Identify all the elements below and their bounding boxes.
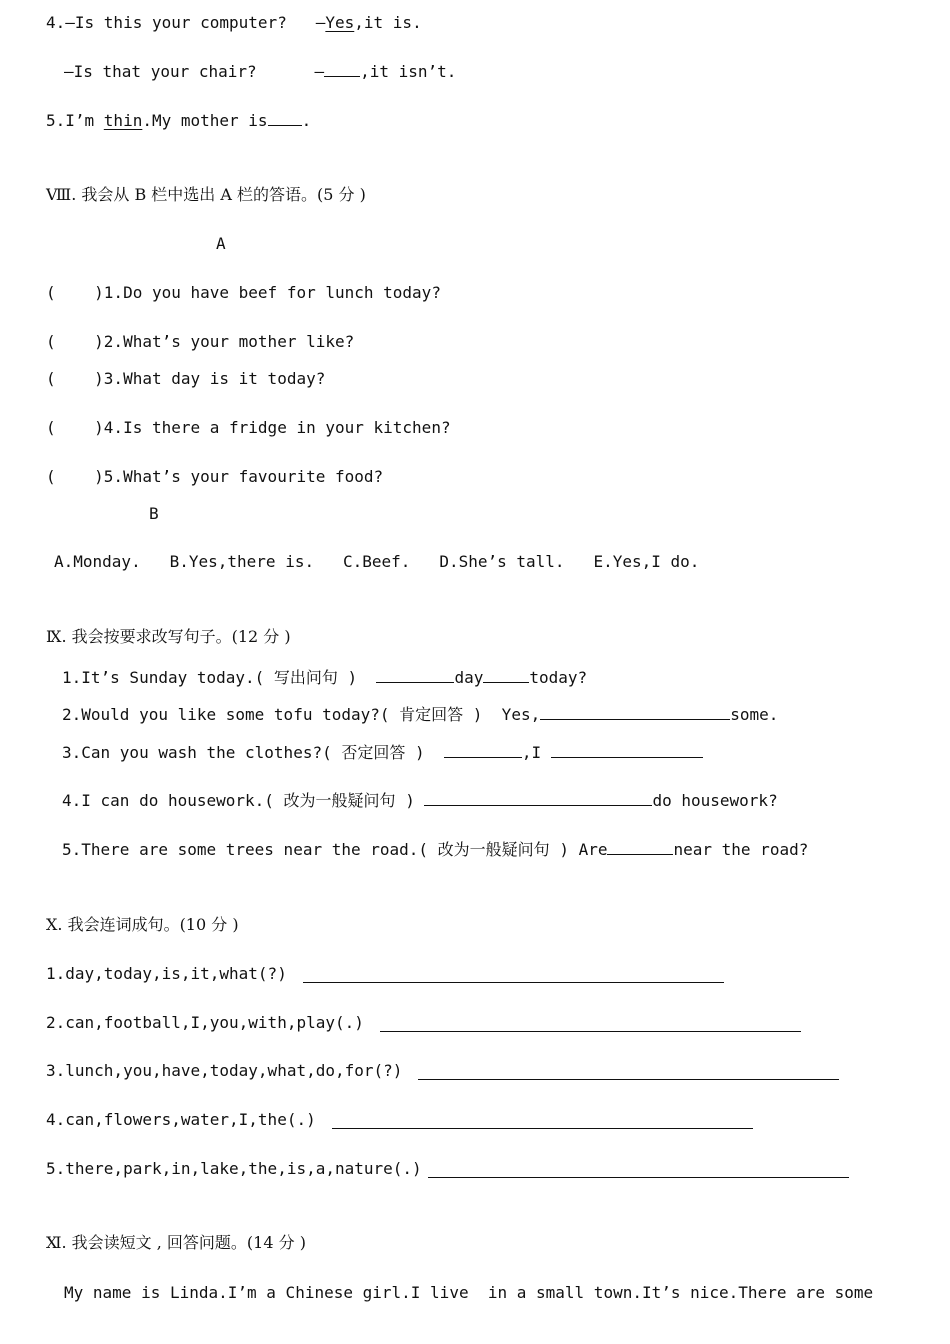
rewrite-3-blank-a[interactable]: [444, 743, 522, 758]
word-order-5-blank[interactable]: [428, 1163, 849, 1178]
rewrite-3-mid: ,I: [521, 743, 551, 762]
q5-underlined-word: thin: [103, 111, 143, 130]
word-order-item-2: 2.can,football,I,you,with,play(.): [46, 1013, 364, 1032]
q4-question-text: 4.—Is this your computer? —: [46, 13, 326, 32]
word-order-2-blank[interactable]: [380, 1017, 801, 1032]
rewrite-item-5: [62, 839, 808, 861]
q5-text: 5.I’m: [46, 111, 104, 130]
q4-answer-rest: ,it is.: [354, 13, 422, 32]
q4-answer-blank[interactable]: [324, 62, 360, 77]
rewrite-2-blank[interactable]: [540, 705, 730, 720]
word-order-4-blank[interactable]: [332, 1114, 753, 1129]
rewrite-1-end: today?: [529, 668, 588, 687]
answer-options: A.Monday. B.Yes,there is. C.Beef. D.She’s tall. E.Yes,I do.: [54, 552, 700, 571]
q5-line: [46, 110, 311, 132]
rewrite-4-text: 4.I can do housework.( 改为一般疑问句 ): [62, 791, 425, 810]
word-order-1-blank[interactable]: [303, 968, 724, 983]
word-order-3-blank[interactable]: [418, 1065, 839, 1080]
word-order-item-3: 3.lunch,you,have,today,what,do,for(?): [46, 1061, 403, 1080]
column-b-label: B: [149, 504, 159, 523]
rewrite-3-text: 3.Can you wash the clothes?( 否定回答 ): [62, 743, 444, 762]
rewrite-1-blank-a[interactable]: [376, 668, 454, 683]
match-item-5: ( )5.What’s your favourite food?: [46, 467, 384, 486]
q4-line2-text: —Is that your chair? —: [64, 62, 325, 81]
q5-answer-blank[interactable]: [268, 111, 302, 126]
rewrite-5-blank[interactable]: [607, 840, 673, 855]
rewrite-1-text: 1.It’s Sunday today.( 写出问句 ): [62, 668, 377, 687]
match-item-1: ( )1.Do you have beef for lunch today?: [46, 283, 441, 302]
rewrite-item-1: [62, 667, 587, 689]
rewrite-5-text: 5.There are some trees near the road.( 改为一般疑问句 ) Are: [62, 840, 608, 859]
rewrite-2-text: 2.Would you like some tofu today?( 肯定回答 ) Yes,: [62, 705, 541, 724]
word-order-item-5: 5.there,park,in,lake,the,is,a,nature(.): [46, 1159, 422, 1178]
match-item-4: ( )4.Is there a fridge in your kitchen?: [46, 418, 451, 437]
q4-line-2: [64, 61, 456, 83]
rewrite-1-mid: day: [454, 668, 484, 687]
rewrite-2-end: some.: [730, 705, 779, 724]
rewrite-3-blank-b[interactable]: [551, 743, 703, 758]
reading-passage: My name is Linda.I’m a Chinese girl.I live in a small town.It’s nice.There are some: [64, 1283, 874, 1302]
rewrite-item-3: [62, 742, 703, 764]
section-9-title: Ⅸ. 我会按要求改写句子。(12 分 ): [46, 627, 291, 646]
section-8-title: Ⅷ. 我会从 B 栏中选出 A 栏的答语。(5 分 ): [46, 185, 366, 204]
rewrite-4-blank[interactable]: [424, 791, 652, 806]
q4-line2-rest: ,it isn’t.: [360, 62, 457, 81]
q4-line-1: [46, 12, 422, 34]
match-item-2: ( )2.What’s your mother like?: [46, 332, 355, 351]
section-10-title: Ⅹ. 我会连词成句。(10 分 ): [46, 915, 239, 934]
rewrite-1-blank-b[interactable]: [483, 668, 529, 683]
rewrite-5-end: near the road?: [673, 840, 809, 859]
q5-text-rest: .My mother is: [142, 111, 268, 130]
q5-period: .: [301, 111, 312, 130]
rewrite-4-end: do housework?: [652, 791, 778, 810]
column-a-label: A: [216, 234, 226, 253]
match-item-3: ( )3.What day is it today?: [46, 369, 326, 388]
rewrite-item-4: [62, 790, 778, 812]
section-11-title: Ⅺ. 我会读短文 , 回答问题。(14 分 ): [46, 1233, 306, 1252]
q4-answer-underlined: Yes: [325, 13, 355, 32]
word-order-item-1: 1.day,today,is,it,what(?): [46, 964, 287, 983]
rewrite-item-2: [62, 704, 778, 726]
word-order-item-4: 4.can,flowers,water,I,the(.): [46, 1110, 316, 1129]
